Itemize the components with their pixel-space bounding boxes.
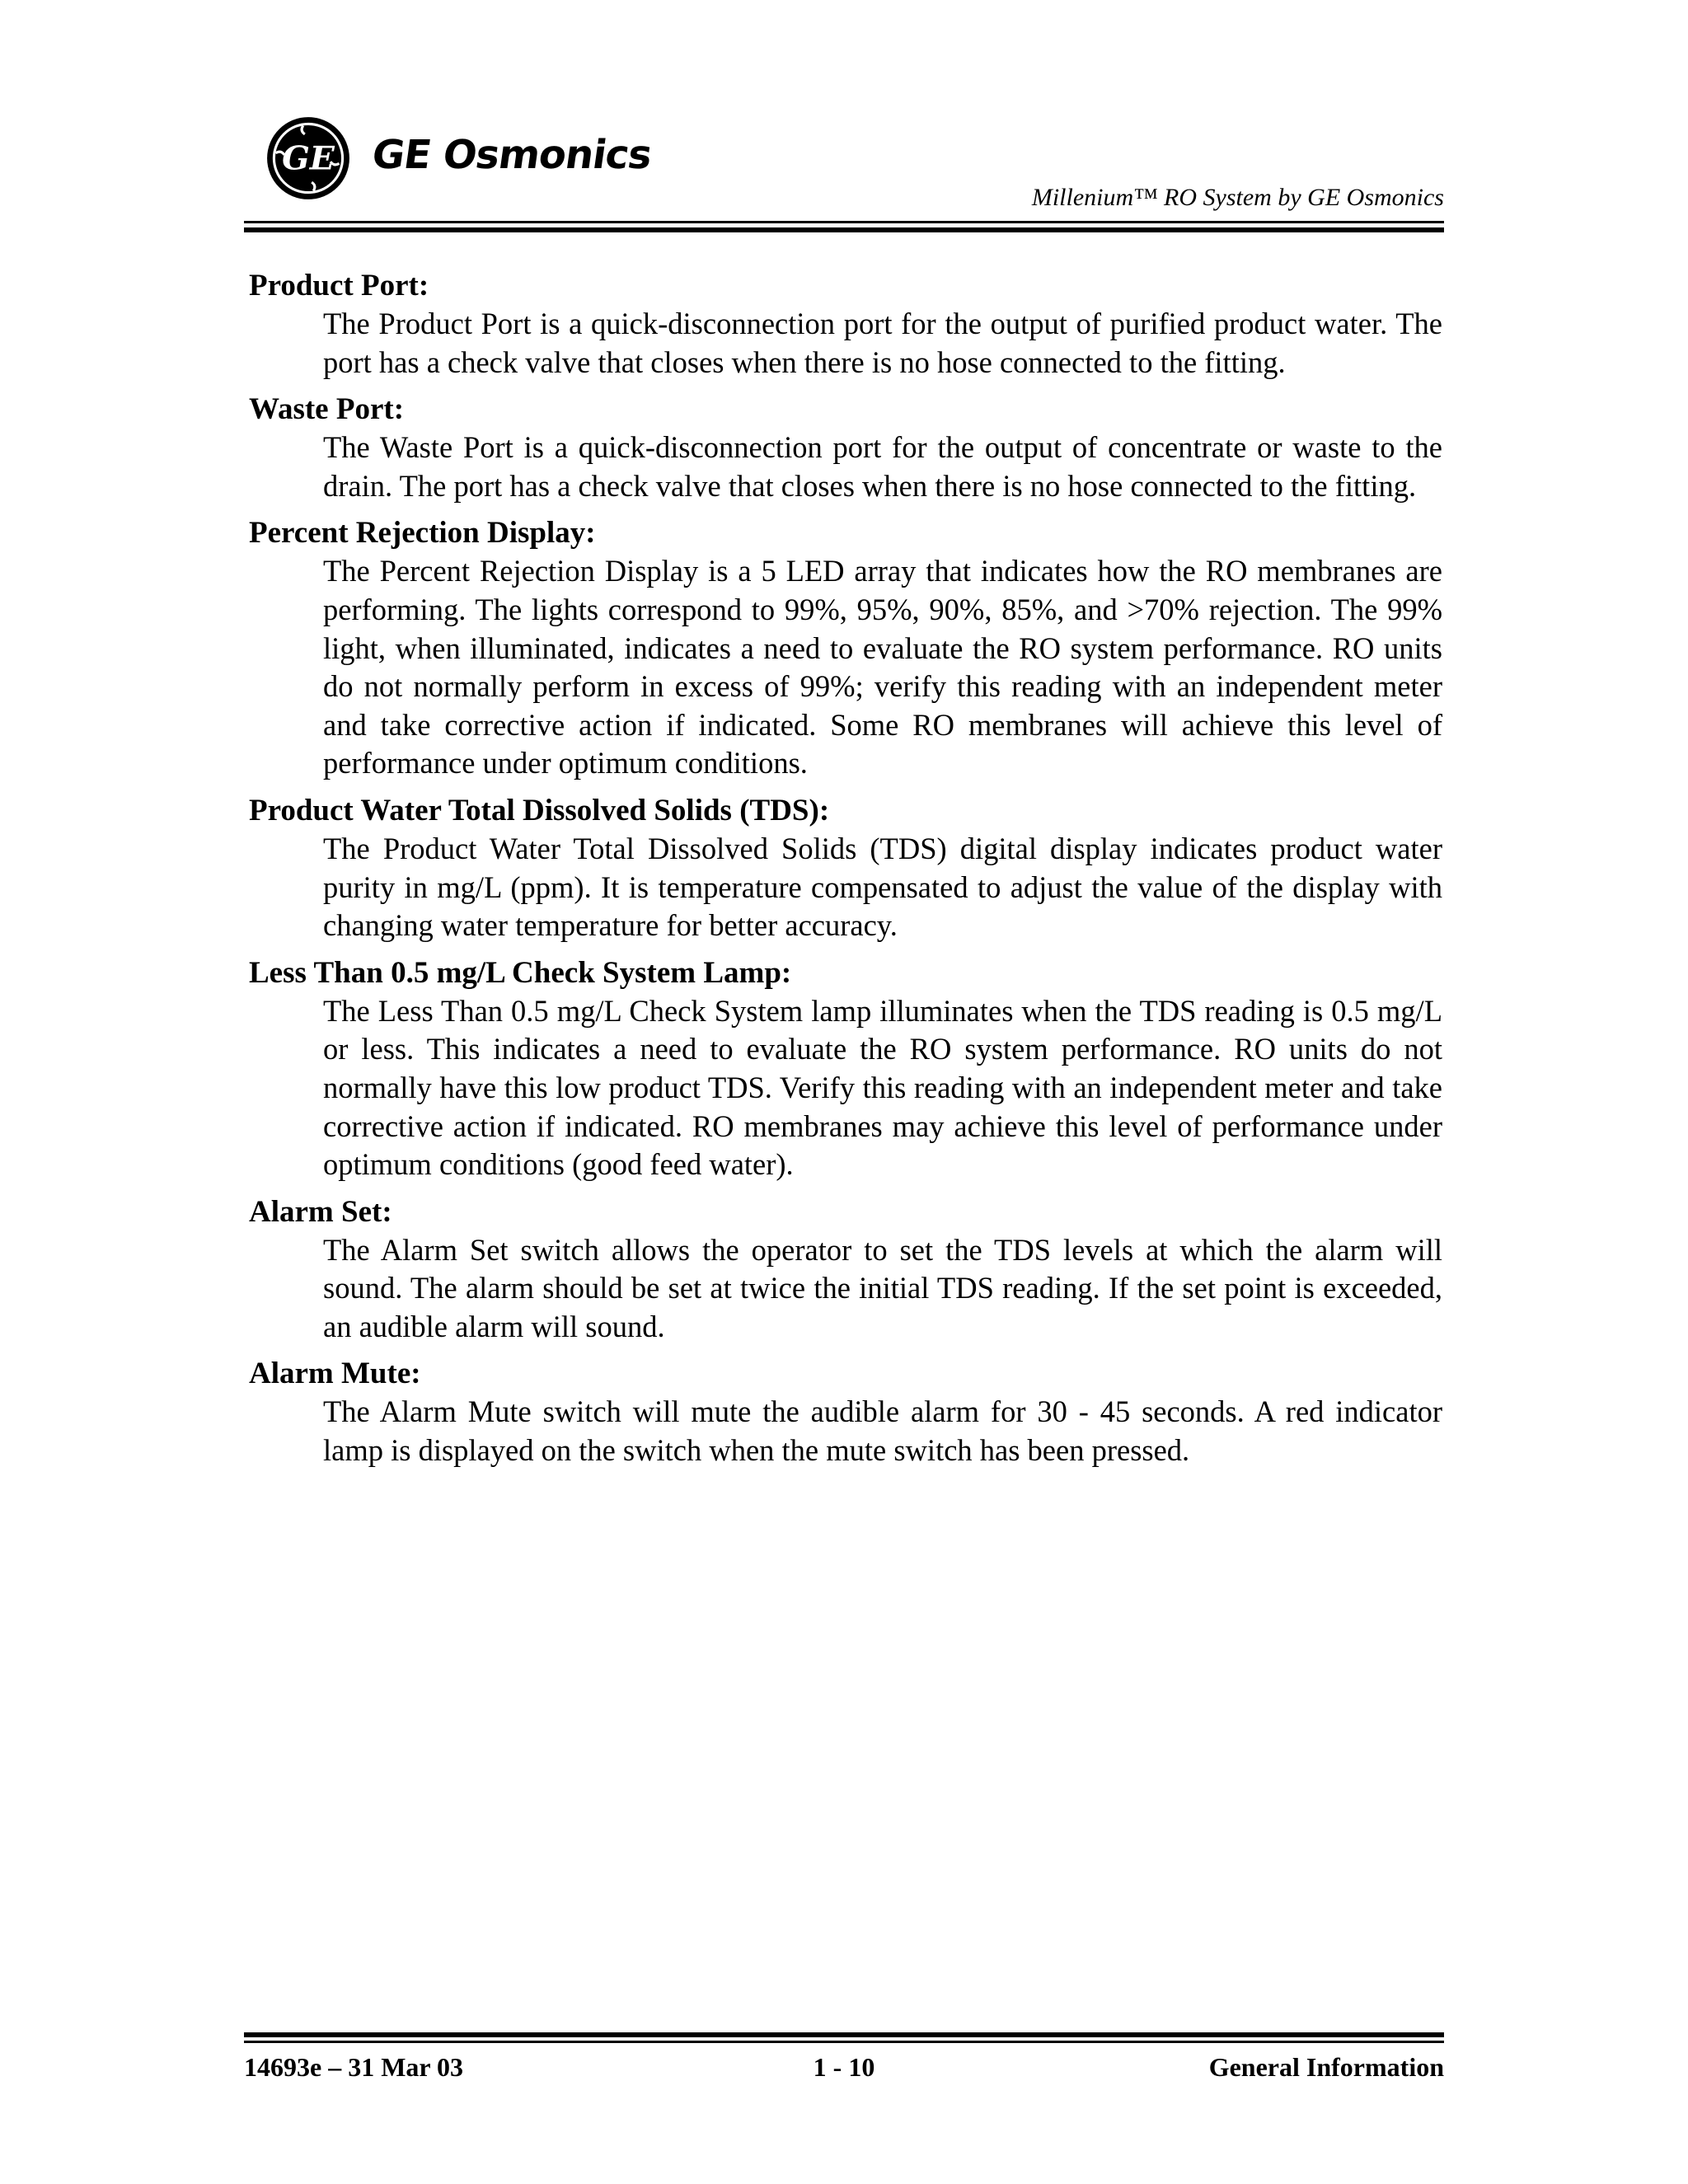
footer-divider-thick bbox=[244, 2032, 1444, 2037]
section-waste-port bbox=[249, 391, 1442, 505]
section-heading: Waste Port: bbox=[249, 392, 405, 427]
footer-doc-id: 14693e – 31 Mar 03 bbox=[244, 2052, 464, 2082]
ge-logo-icon bbox=[265, 115, 351, 201]
section-body: The Percent Rejection Display is a 5 LED array that indicates how the RO membranes are performing. The lights correspond to 99%, 95%, 90%, 85%, and >70% rejection. The 99% light, when illuminated, indicates a need to evaluate the RO system performance. RO units do not normally perform in excess of 99%; verify this reading with an independent meter and take corrective action if indicated. Some RO membranes will achieve this level of performance under optimum conditions. bbox=[323, 554, 1442, 780]
running-header: Millenium™ RO System by GE Osmonics bbox=[1031, 184, 1444, 211]
section-heading: Less Than 0.5 mg/L Check System Lamp: bbox=[249, 955, 792, 990]
section-body: The Less Than 0.5 mg/L Check System lamp illuminates when the TDS reading is 0.5 mg/L or less. This indicates a need to evaluate the RO system performance. RO units do not normally have this low product TDS. Verify this reading with an independent meter and take corrective action if indicated. RO membranes may achieve this level of performance under optimum conditions (good feed water). bbox=[323, 993, 1442, 1182]
page-footer bbox=[244, 2052, 1444, 2085]
section-check-system-lamp bbox=[249, 954, 1442, 1184]
main-content bbox=[249, 267, 1442, 1479]
section-product-port bbox=[249, 267, 1442, 382]
section-heading: Product Port: bbox=[249, 269, 429, 302]
section-heading: Percent Rejection Display: bbox=[249, 516, 596, 551]
header-divider-thick bbox=[244, 227, 1444, 232]
footer-divider bbox=[244, 2041, 1444, 2043]
footer-page-number: 1 - 10 bbox=[813, 2052, 875, 2082]
section-heading: Alarm Mute: bbox=[249, 1357, 421, 1391]
section-heading: Alarm Set: bbox=[249, 1194, 392, 1229]
section-body: The Product Port is a quick-disconnection port for the output of purified product water. The port has a check valve that closes when there is no hose connected to the fitting. bbox=[323, 307, 1442, 379]
section-alarm-mute bbox=[249, 1355, 1442, 1469]
brand-name: GE Osmonics bbox=[369, 132, 654, 178]
section-percent-rejection-display bbox=[249, 514, 1442, 783]
footer-section-name: General Information bbox=[1208, 2052, 1444, 2082]
section-product-water-tds bbox=[249, 792, 1442, 945]
ge-logo-monogram: GE bbox=[282, 139, 335, 178]
section-body: The Product Water Total Dissolved Solids (TDS) digital display indicates product water purity in mg/L (ppm). It is temperature compensated to adjust the value of the display with changing water temperature for better accuracy. bbox=[323, 831, 1442, 943]
section-body: The Alarm Mute switch will mute the audible alarm for 30 - 45 seconds. A red indicator lamp is displayed on the switch when the mute switch has been pressed. bbox=[323, 1394, 1442, 1468]
section-body: The Waste Port is a quick-disconnection port for the output of concentrate or waste to the drain. The port has a check valve that closes when there is no hose connected to the fitting. bbox=[323, 430, 1442, 503]
section-alarm-set bbox=[249, 1193, 1442, 1347]
header-divider bbox=[244, 221, 1444, 223]
section-heading: Product Water Total Dissolved Solids (TDS): bbox=[249, 793, 830, 827]
section-body: The Alarm Set switch allows the operator to set the TDS levels at which the alarm will sound. The alarm should be set at twice the initial TDS reading. If the set point is exceeded, an audible alarm will sound. bbox=[323, 1232, 1442, 1343]
